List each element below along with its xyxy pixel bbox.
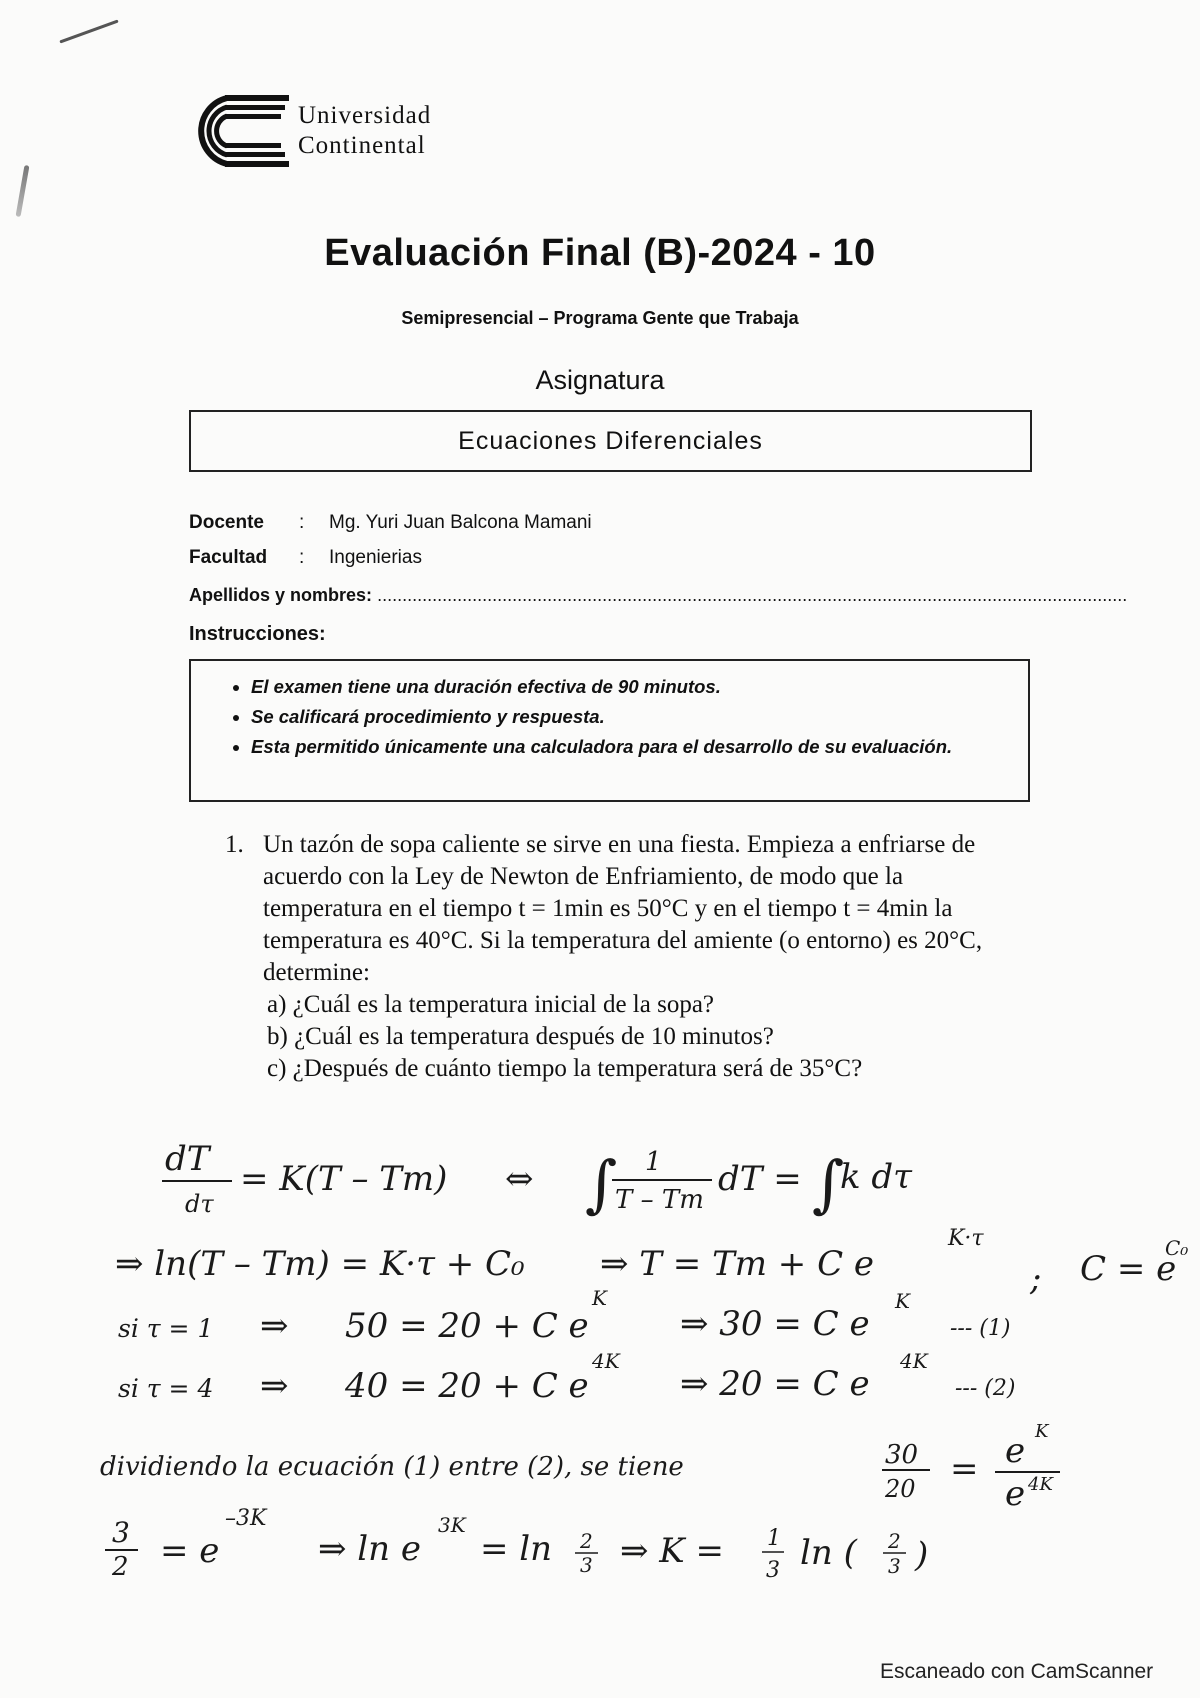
instructions-label: Instrucciones:: [189, 623, 326, 645]
hw-two-final: 2: [888, 1529, 901, 1553]
instruction-item: • Se calificará procedimiento y respuesta.: [251, 702, 1013, 732]
hw-eq-t4: 40 = 20 + C e: [345, 1366, 589, 1406]
hw-integral-sign-2: ∫: [812, 1147, 845, 1220]
instruction-item: • El examen tiene una duración efectiva de 90 minutos.: [251, 672, 1013, 702]
hw-equals-5: =: [950, 1449, 979, 1489]
hw-dividing-text: dividiendo la ecuación (1) entre (2), se tiene: [100, 1452, 684, 1482]
faculty-label: Facultad: [189, 547, 268, 568]
hw-exp-K-num: K: [1035, 1421, 1049, 1442]
hw-dT: dT: [165, 1139, 210, 1179]
hw-frac-2: 2: [580, 1529, 593, 1553]
hw-dT-eq: dT =: [718, 1159, 802, 1199]
hw-exp-minus-3K: –3K: [225, 1506, 267, 1531]
hw-30: 30: [885, 1440, 919, 1470]
camscanner-footer: Escaneado con CamScanner: [880, 1660, 1154, 1683]
problem-statement: Un tazón de sopa caliente se sirve en una fiesta. Empieza a enfriarse de acuerdo con la Ley de Newton de Enfriamiento, de modo que la temperatura en el tiempo t = 1min es 50°C y en el tiempo t = 4min la temperatura es 40°C. Si la temperatura del amiente (o entorno) es 20°C, determine:: [263, 831, 983, 986]
hw-solution: ⇒ T = Tm + C e: [600, 1244, 875, 1284]
problem-part-a: a) ¿Cuál es la temperatura inicial de la sopa?: [267, 991, 715, 1018]
hw-ln-e: ⇒ ln e: [318, 1529, 421, 1569]
faculty-value: Ingenierias: [329, 547, 422, 568]
hw-ref-2: --- (2): [955, 1376, 1016, 1401]
hw-e-num: e: [1005, 1431, 1026, 1471]
hw-dtau: dτ: [185, 1190, 214, 1218]
hw-one: 1: [767, 1526, 781, 1551]
hw-frac-den: T – Tm: [615, 1185, 704, 1215]
hw-close-paren: ): [915, 1535, 929, 1575]
hw-frac-3: 3: [580, 1553, 593, 1577]
hw-integral-sign: ∫: [585, 1147, 618, 1220]
instruction-item: • Esta permitido únicamente una calculadora para el desarrollo de su evaluación.: [251, 732, 1013, 761]
hw-frac-num: 1: [645, 1147, 662, 1177]
hw-eq-e: = e: [160, 1531, 220, 1571]
hw-exp-4K-den: 4K: [1028, 1474, 1053, 1495]
logo-line-1: Universidad: [298, 102, 432, 129]
hw-if-t4: si τ = 4: [118, 1374, 214, 1403]
hw-exp-4K-1: 4K: [592, 1349, 620, 1373]
teacher-separator: :: [299, 512, 305, 533]
hw-exp-K-1: K: [592, 1286, 607, 1310]
hw-semicolon: ;: [1030, 1259, 1042, 1299]
logo-line-2: Continental: [298, 132, 426, 159]
hw-eq-30: ⇒ 30 = C e: [680, 1304, 870, 1344]
problem-number: 1.: [225, 831, 244, 858]
hw-3: 3: [112, 1516, 130, 1549]
hw-exp-ktau: K·τ: [948, 1226, 984, 1251]
hw-20: 20: [885, 1475, 916, 1503]
hw-eq-20: ⇒ 20 = C e: [680, 1364, 870, 1404]
hw-eq-t1: 50 = 20 + C e: [345, 1306, 589, 1346]
hw-equivalence: ⇔: [505, 1159, 534, 1199]
hw-e-den: e: [1005, 1474, 1026, 1514]
hw-arrow-4: ⇒: [260, 1366, 289, 1406]
hw-ref-1: --- (1): [950, 1316, 1011, 1341]
hw-exp-3K: 3K: [438, 1513, 466, 1537]
hw-three: 3: [766, 1558, 780, 1583]
exam-subtitle: Semipresencial – Programa Gente que Trabaja: [401, 308, 799, 328]
hw-exp-K-2: K: [895, 1289, 910, 1313]
teacher-label: Docente: [189, 512, 264, 533]
hw-if-t1: si τ = 1: [118, 1314, 214, 1343]
subject-name: Ecuaciones Diferenciales: [458, 426, 763, 455]
hw-2: 2: [112, 1552, 129, 1582]
hw-three-final: 3: [888, 1554, 901, 1578]
hw-ln-paren: ln (: [800, 1533, 857, 1573]
names-dotted-line: ......................................................................................................................................................: [377, 585, 1128, 605]
hw-arrow-3: ⇒: [260, 1306, 289, 1346]
hw-exp-4K-2: 4K: [900, 1349, 928, 1373]
hw-newton-law: = K(T – Tm): [240, 1159, 448, 1199]
hw-log-step: ⇒ ln(T – Tm) = K·τ + C₀: [115, 1244, 525, 1284]
problem-part-b: b) ¿Cuál es la temperatura después de 10 minutos?: [267, 1023, 774, 1050]
subject-label: Asignatura: [535, 365, 665, 395]
hw-exp-C0: C₀: [1165, 1236, 1189, 1260]
hw-K-equals: ⇒ K =: [620, 1531, 724, 1571]
faculty-separator: :: [299, 547, 305, 568]
hw-eq-ln: = ln: [480, 1529, 553, 1569]
teacher-value: Mg. Yuri Juan Balcona Mamani: [329, 512, 592, 533]
names-label: Apellidos y nombres:: [189, 585, 373, 605]
exam-title: Evaluación Final (B)-2024 - 10: [324, 232, 876, 274]
problem-part-c: c) ¿Después de cuánto tiempo la temperatura será de 35°C?: [267, 1055, 863, 1082]
hw-C-def: C = e: [1080, 1249, 1177, 1289]
hw-k-dtau: k dτ: [840, 1157, 912, 1197]
